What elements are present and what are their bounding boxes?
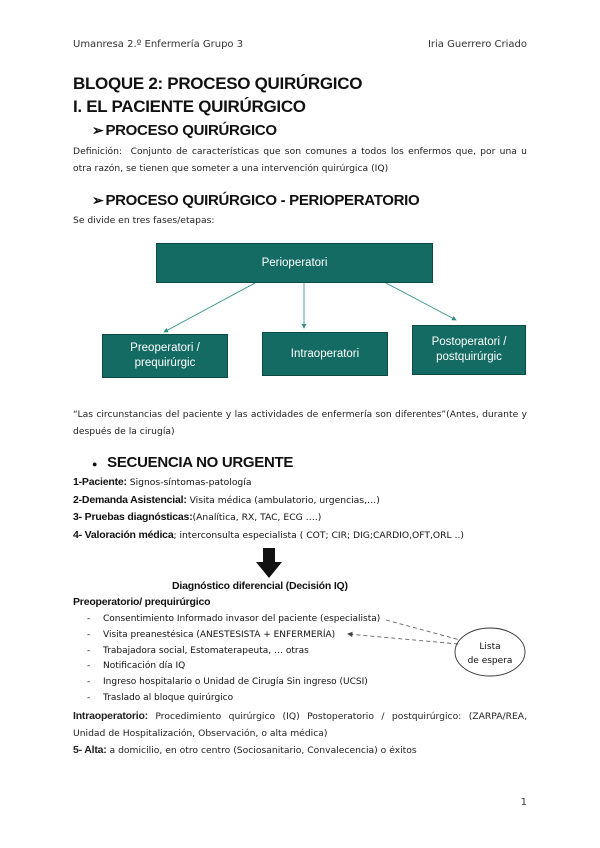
sequence-text: ; interconsulta especialista ( COT; CIR; DIG;CARDIO,OFT,ORL ..) [173, 529, 464, 541]
intraop-paragraph [73, 708, 527, 742]
arrowhead-bullet-icon: ➢ [92, 122, 104, 138]
diagram-box-postop: Postoperatori / postquirúrgic [412, 325, 526, 375]
sequence-label: 1-Paciente: [73, 476, 127, 488]
page-number: 1 [520, 797, 527, 808]
alta-paragraph [73, 742, 527, 759]
arrowhead-bullet-icon: ➢ [92, 192, 104, 208]
preop-item: - Consentimiento Informado invasor del paciente (especialista) [73, 612, 413, 628]
subtitle-proceso-text: PROCESO QUIRÚRGICO [105, 122, 277, 139]
sequence-heading [92, 454, 293, 471]
waitlist-line: de espera [467, 656, 513, 666]
header-left: Umanresa 2.º Enfermería Grupo 3 [73, 39, 244, 50]
sequence-list [73, 474, 533, 544]
subtitle-perioperatorio-text: PROCESO QUIRÚRGICO - PERIOPERATORIO [105, 192, 420, 209]
connector-left [164, 283, 255, 332]
intraop-label: Intraoperatorio: [73, 710, 148, 722]
preop-item: - Traslado al bloque quirúrgico [73, 691, 413, 707]
sequence-text: Visita médica (ambulatorio, urgencias,…) [186, 494, 380, 506]
diagnosis-label: Diagnóstico diferencial (Decisión IQ) [172, 580, 348, 592]
preop-item: - Notificación día IQ [73, 659, 413, 675]
sequence-item [73, 492, 533, 510]
sequence-label: 4- Valoración médica [73, 528, 174, 541]
sequence-label: 3- Pruebas diagnósticas: [73, 511, 193, 523]
preop-item: - Ingreso hospitalario o Unidad de Cirugía Sin ingreso (UCSI) [73, 675, 413, 691]
sequence-text: (Analítica, RX, TAC, ECG ….) [192, 512, 322, 523]
sequence-item [73, 509, 533, 527]
quote-paragraph: “Las circunstancias del paciente y las actividades de enfermería son diferentes”(Antes, durante y después de la cirugía) [73, 409, 527, 437]
waitlist-line: Lista [479, 642, 501, 652]
sequence-title: SECUENCIA NO URGENTE [107, 454, 294, 471]
block-title: BLOQUE 2: PROCESO QUIRÚRGICO [73, 74, 363, 93]
preop-title: Preoperatorio/ prequirúrgico [73, 596, 211, 608]
connector-right [386, 283, 456, 320]
section-title: I. EL PACIENTE QUIRÚRGICO [73, 97, 306, 116]
sequence-item [73, 474, 533, 492]
diagram-box-intraop: Intraoperatori [262, 332, 388, 376]
intraop-text: Procedimiento quirúrgico (IQ) Postoperatorio / postquirúrgico: (ZARPA/REA, Unidad de Hospitalización, Observación, o alta médica) [73, 711, 527, 739]
header-right: Iria Guerrero Criado [427, 39, 527, 50]
down-arrow-icon [256, 548, 282, 578]
sequence-text: Signos-síntomas-patología [126, 477, 252, 488]
bullet-dot-icon: ● [92, 459, 98, 469]
preop-item: - Trabajadora social, Estomaterapeuta, … otras [73, 644, 413, 660]
definition-text: Conjunto de características que son comunes a todos los enfermos que, por una u otra razón, se tienen que someter a una intervención quirúrgica (IQ) [73, 146, 527, 174]
diagram-root-box: Perioperatori [156, 243, 433, 283]
alta-text: a domicilio, en otro centro (Sociosanitario, Convalecencia) o éxitos [106, 745, 417, 756]
sequence-item [73, 527, 533, 545]
waitlist-label [455, 640, 525, 668]
sequence-label: 2-Demanda Asistencial: [73, 493, 187, 506]
diagram-box-preop: Preoperatori / prequirúrgic [102, 334, 228, 378]
preop-item: - Visita preanestésica (ANESTESISTA + ENFERMERÍA) [73, 628, 413, 644]
alta-label: 5- Alta: [73, 744, 107, 756]
definition-label: Definición: [73, 146, 123, 157]
intro-text: Se divide en tres fases/etapas: [73, 215, 215, 226]
